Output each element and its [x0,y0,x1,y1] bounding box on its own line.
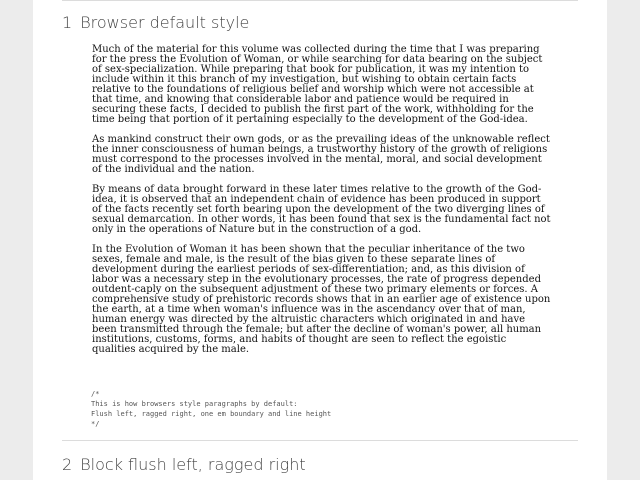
paragraph: As mankind construct their own gods, or as the prevailing ideas of the unknowable reflect the inner consciousness of human beings, a trustworthy history of the growth of religions must correspond to the processes involved in the mental, moral, and social development of the individual and the nation. [92,134,550,175]
section-divider [62,440,578,441]
paragraph: In the Evolution of Woman it has been shown that the peculiar inheritance of the two sexes, female and male, is the result of the bias given to these separate lines of development during the earliest periods of sex-differentiation; and, as this division of labor was a necessary step in the evolutionary processes, the rate of progress depended outdent-caply on the subsequent adjustment of these two primary elements or forces. A comprehensive study of prehistoric records shows that in an earlier age of existence upon the earth, at a time when woman's influence was in the ascendancy over that of man, human energy was directed by the altruistic characters which originated in and have been transmitted through the female; but after the decline of woman's power, all human institutions, customs, forms, and habits of thought are seen to reflect the egoistic qualities acquired by the male. [92,244,551,355]
paragraph: By means of data brought forward in these later times relative to the growth of the God-idea, it is observed that an independent chain of evidence has been produced in support of the facts recently set forth bearing upon the development of the two diverging lines of sexual demarcation. In other words, it has been found that sex is the fundamental fact not only in the operations of Nature but in the construction of a god. [92,184,551,235]
paragraph: Much of the material for this volume was collected during the time that I was preparing for the press the Evolution of Woman, or while searching for data bearing on the subject of sex-specialization. While preparing that book for publication, it was my intention to include within it this branch of my investigation, but wishing to obtain certain facts relative to the foundations of religious belief and worship which were not accessible at that time, and knowing that considerable labor and patience would be required in securing these facts, I decided to publish the first part of the work, withholding for the time being that portion of it pertaining especially to the development of the God-idea. [92,44,543,125]
section-title: Block flush left, ragged right [80,455,306,474]
section-heading-block-flush-left [62,455,306,475]
sample-text-block [92,45,552,365]
css-comment-note: /* This is how browsers style paragraphs by default: Flush left, ragged right, one em boundary and line height */ [91,390,332,428]
top-divider [62,0,578,1]
section-number: 1 [62,13,73,32]
section-number: 2 [62,455,73,474]
section-title: Browser default style [80,13,250,32]
document-page [33,0,607,480]
section-heading-browser-default [62,13,249,33]
